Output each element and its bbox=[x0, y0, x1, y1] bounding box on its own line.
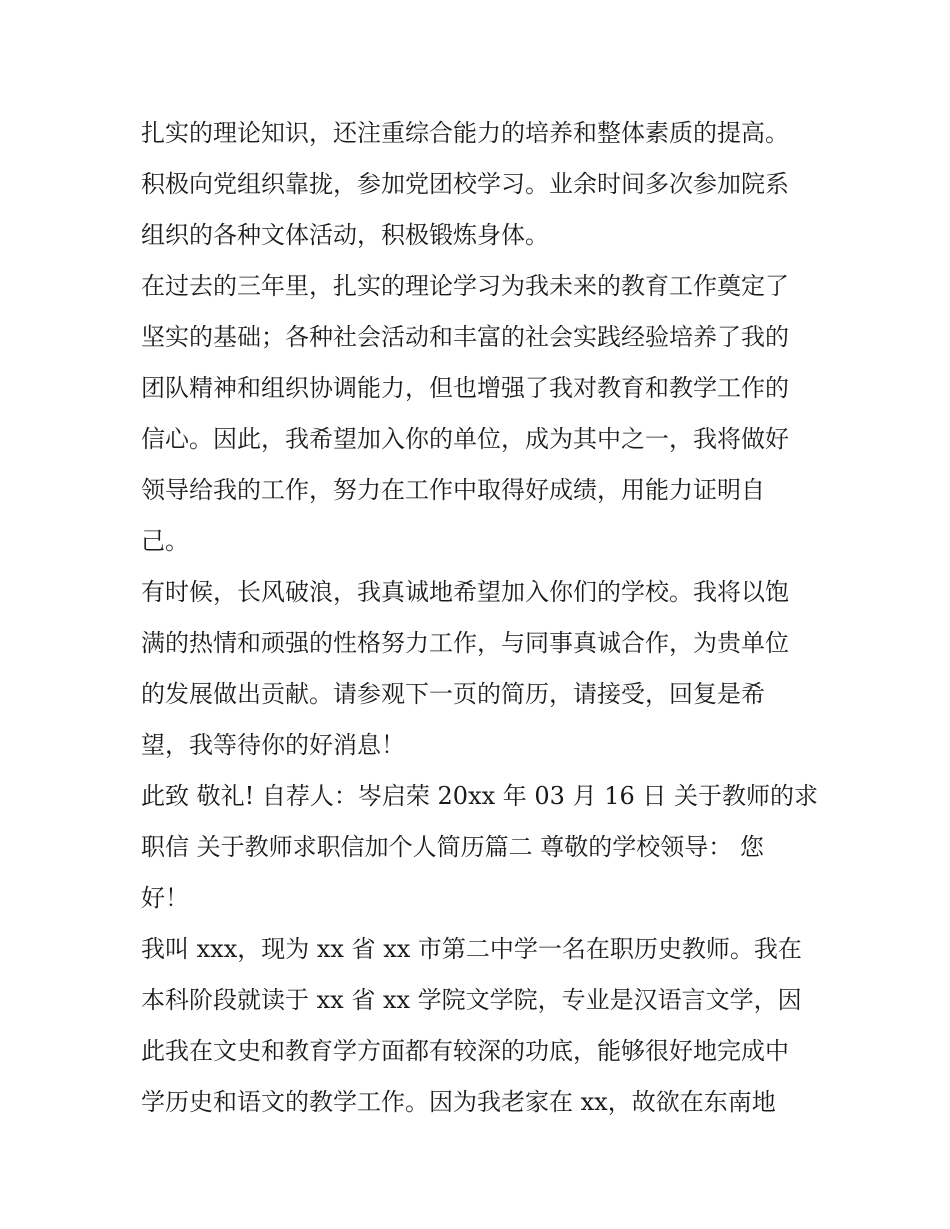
paragraph-5: 我叫 xxx，现为 xx 省 xx 市第二中学一名在职历史教师。我在 本科阶段就读于 xx 省 xx 学院文学院，专业是汉语言文学，因 此我在文史和教育学方面都有较深的功底，能够很好地完成中 学历史和语文的教学工作。因为我老家在 xx，故欲在东南地 bbox=[141, 935, 802, 1116]
paragraph-4: 此致 敬礼! 自荐人：岑启荣 20xx 年 03 月 16 日 关于教师的求 职信 关于教师求职信加个人简历篇二 尊敬的学校领导： 您 好！ bbox=[141, 782, 818, 912]
paragraph-3: 有时候，长风破浪，我真诚地希望加入你们的学校。我将以饱 满的热情和顽强的性格努力工作，与同事真诚合作，为贵单位 的发展做出贡献。请参观下一页的简历，请接受，回复是希 望，我等待你的好消息！ bbox=[141, 578, 789, 759]
document-body bbox=[141, 108, 821, 1128]
paragraph-1: 扎实的理论知识，还注重综合能力的培养和整体素质的提高。 积极向党组织靠拢，参加党团校学习。业余时间多次参加院系 组织的各种文体活动，积极锻炼身体。 bbox=[141, 119, 789, 249]
paragraph-2: 在过去的三年里，扎实的理论学习为我未来的教育工作奠定了 坚实的基础；各种社会活动和丰富的社会实践经验培养了我的 团队精神和组织协调能力，但也增强了我对教育和教学工作的 信心。因此，我希望加入你的单位，成为其中之一，我将做好 领导给我的工作，努力在工作中取得好成绩，用能力证明自 己。 bbox=[141, 272, 789, 555]
